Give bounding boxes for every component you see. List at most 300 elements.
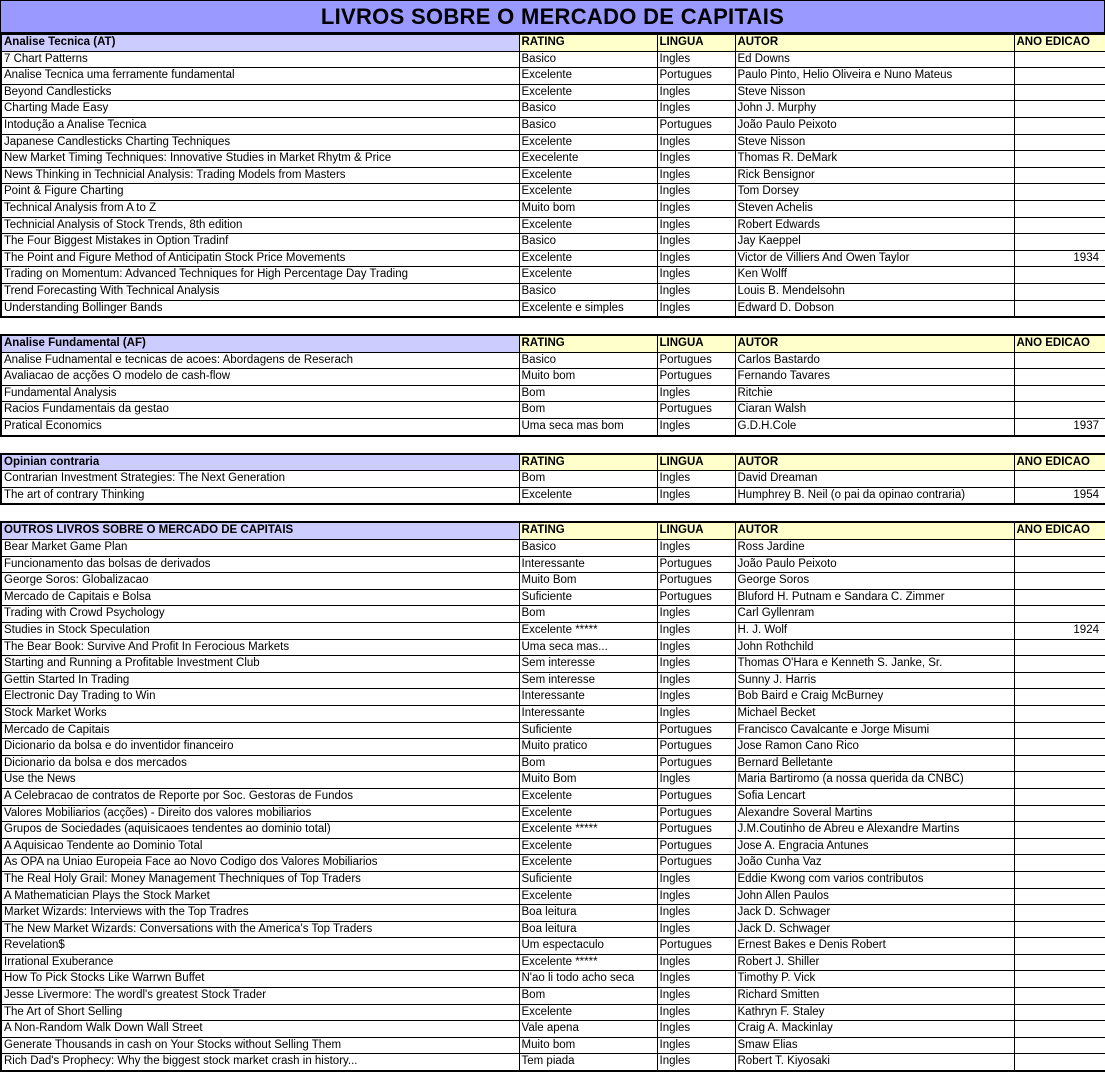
column-header[interactable]: ANO EDICAO bbox=[1014, 335, 1105, 352]
rating-cell[interactable]: Uma seca mas... bbox=[519, 639, 657, 656]
column-header[interactable]: LINGUA bbox=[657, 454, 735, 471]
rating-cell[interactable]: Vale apena bbox=[519, 1021, 657, 1038]
rating-cell[interactable]: Excelente bbox=[519, 855, 657, 872]
rating-cell[interactable]: Bom bbox=[519, 988, 657, 1005]
column-header[interactable]: LINGUA bbox=[657, 522, 735, 539]
rating-cell[interactable]: Excelente ***** bbox=[519, 822, 657, 839]
author-cell[interactable]: H. J. Wolf bbox=[735, 623, 1014, 640]
book-title-cell[interactable]: The art of contrary Thinking bbox=[1, 487, 519, 504]
author-cell[interactable]: John Allen Paulos bbox=[735, 888, 1014, 905]
language-cell[interactable]: Ingles bbox=[657, 689, 735, 706]
language-cell[interactable]: Portugues bbox=[657, 117, 735, 134]
author-cell[interactable]: Robert Edwards bbox=[735, 217, 1014, 234]
rating-cell[interactable]: Excelente bbox=[519, 68, 657, 85]
book-title-cell[interactable]: The Real Holy Grail: Money Management Thechniques of Top Traders bbox=[1, 871, 519, 888]
rating-cell[interactable]: Muito bom bbox=[519, 369, 657, 386]
language-cell[interactable]: Ingles bbox=[657, 167, 735, 184]
rating-cell[interactable]: Uma seca mas bom bbox=[519, 419, 657, 436]
rating-cell[interactable]: Boa leitura bbox=[519, 905, 657, 922]
rating-cell[interactable]: Basico bbox=[519, 283, 657, 300]
year-cell[interactable] bbox=[1014, 589, 1105, 606]
book-title-cell[interactable]: Starting and Running a Profitable Investment Club bbox=[1, 656, 519, 673]
year-cell[interactable] bbox=[1014, 855, 1105, 872]
column-header[interactable]: ANO EDICAO bbox=[1014, 522, 1105, 539]
book-title-cell[interactable]: Contrarian Investment Strategies: The Next Generation bbox=[1, 471, 519, 488]
year-cell[interactable] bbox=[1014, 689, 1105, 706]
language-cell[interactable]: Ingles bbox=[657, 471, 735, 488]
language-cell[interactable]: Ingles bbox=[657, 888, 735, 905]
rating-cell[interactable]: Interessante bbox=[519, 689, 657, 706]
year-cell[interactable] bbox=[1014, 954, 1105, 971]
language-cell[interactable]: Portugues bbox=[657, 938, 735, 955]
language-cell[interactable]: Ingles bbox=[657, 419, 735, 436]
table-row bbox=[1, 352, 1105, 369]
rating-cell[interactable]: Excelente bbox=[519, 487, 657, 504]
language-cell[interactable]: Ingles bbox=[657, 971, 735, 988]
book-title-cell[interactable]: Charting Made Easy bbox=[1, 101, 519, 118]
book-title-cell[interactable]: Dicionario da bolsa e do inventidor financeiro bbox=[1, 739, 519, 756]
year-cell[interactable] bbox=[1014, 871, 1105, 888]
rating-cell[interactable]: Muito bom bbox=[519, 1037, 657, 1054]
language-cell[interactable]: Ingles bbox=[657, 705, 735, 722]
author-cell[interactable]: Bernard Belletante bbox=[735, 755, 1014, 772]
column-header[interactable]: AUTOR bbox=[735, 454, 1014, 471]
language-cell[interactable]: Portugues bbox=[657, 805, 735, 822]
year-cell[interactable] bbox=[1014, 888, 1105, 905]
language-cell[interactable]: Portugues bbox=[657, 68, 735, 85]
author-cell[interactable]: Thomas R. DeMark bbox=[735, 151, 1014, 168]
language-cell[interactable]: Ingles bbox=[657, 134, 735, 151]
year-cell[interactable] bbox=[1014, 300, 1105, 317]
year-cell[interactable] bbox=[1014, 988, 1105, 1005]
rating-cell[interactable]: Basico bbox=[519, 101, 657, 118]
year-cell[interactable] bbox=[1014, 1021, 1105, 1038]
book-title-cell[interactable]: Studies in Stock Speculation bbox=[1, 623, 519, 640]
language-cell[interactable]: Ingles bbox=[657, 623, 735, 640]
book-title-cell[interactable]: The Art of Short Selling bbox=[1, 1004, 519, 1021]
language-cell[interactable]: Ingles bbox=[657, 217, 735, 234]
author-cell[interactable]: Steve Nisson bbox=[735, 84, 1014, 101]
rating-cell[interactable]: Suficiente bbox=[519, 871, 657, 888]
section-title[interactable]: Analise Tecnica (AT) bbox=[1, 34, 519, 51]
book-title-cell[interactable]: Use the News bbox=[1, 772, 519, 789]
rating-cell[interactable]: Muito pratico bbox=[519, 739, 657, 756]
year-cell[interactable] bbox=[1014, 772, 1105, 789]
language-cell[interactable]: Ingles bbox=[657, 151, 735, 168]
rating-cell[interactable]: Excelente bbox=[519, 267, 657, 284]
author-cell[interactable]: John J. Murphy bbox=[735, 101, 1014, 118]
author-cell[interactable]: Ciaran Walsh bbox=[735, 402, 1014, 419]
year-cell[interactable] bbox=[1014, 606, 1105, 623]
book-title-cell[interactable]: 7 Chart Patterns bbox=[1, 51, 519, 68]
book-title-cell[interactable]: Point & Figure Charting bbox=[1, 184, 519, 201]
language-cell[interactable]: Ingles bbox=[657, 1021, 735, 1038]
language-cell[interactable]: Portugues bbox=[657, 573, 735, 590]
section-title[interactable]: Analise Fundamental (AF) bbox=[1, 335, 519, 352]
book-title-cell[interactable]: Mercado de Capitais e Bolsa bbox=[1, 589, 519, 606]
author-cell[interactable]: Sofia Lencart bbox=[735, 788, 1014, 805]
language-cell[interactable]: Ingles bbox=[657, 540, 735, 557]
author-cell[interactable]: Eddie Kwong com varios contributos bbox=[735, 871, 1014, 888]
author-cell[interactable]: Robert J. Shiller bbox=[735, 954, 1014, 971]
author-cell[interactable]: Rick Bensignor bbox=[735, 167, 1014, 184]
author-cell[interactable]: Jay Kaeppel bbox=[735, 234, 1014, 251]
year-cell[interactable] bbox=[1014, 739, 1105, 756]
language-cell[interactable]: Portugues bbox=[657, 822, 735, 839]
author-cell[interactable]: Humphrey B. Neil (o pai da opinao contraria) bbox=[735, 487, 1014, 504]
author-cell[interactable]: Carlos Bastardo bbox=[735, 352, 1014, 369]
column-header[interactable]: AUTOR bbox=[735, 522, 1014, 539]
book-title-cell[interactable]: Market Wizards: Interviews with the Top Tradres bbox=[1, 905, 519, 922]
author-cell[interactable]: Jose A. Engracia Antunes bbox=[735, 838, 1014, 855]
year-cell[interactable] bbox=[1014, 788, 1105, 805]
year-cell[interactable] bbox=[1014, 573, 1105, 590]
year-cell[interactable] bbox=[1014, 971, 1105, 988]
language-cell[interactable]: Portugues bbox=[657, 352, 735, 369]
book-title-cell[interactable]: Avaliacao de acções O modelo de cash-flow bbox=[1, 369, 519, 386]
rating-cell[interactable]: Execelente bbox=[519, 151, 657, 168]
author-cell[interactable]: John Rothchild bbox=[735, 639, 1014, 656]
book-title-cell[interactable]: The New Market Wizards: Conversations with the America's Top Traders bbox=[1, 921, 519, 938]
language-cell[interactable]: Ingles bbox=[657, 905, 735, 922]
book-title-cell[interactable]: Technical Analysis from A to Z bbox=[1, 200, 519, 217]
author-cell[interactable]: Michael Becket bbox=[735, 705, 1014, 722]
column-header[interactable]: AUTOR bbox=[735, 34, 1014, 51]
book-title-cell[interactable]: How To Pick Stocks Like Warrwn Buffet bbox=[1, 971, 519, 988]
language-cell[interactable]: Portugues bbox=[657, 739, 735, 756]
language-cell[interactable]: Ingles bbox=[657, 606, 735, 623]
year-cell[interactable] bbox=[1014, 200, 1105, 217]
book-title-cell[interactable]: Revelation$ bbox=[1, 938, 519, 955]
language-cell[interactable]: Portugues bbox=[657, 589, 735, 606]
column-header[interactable]: ANO EDICAO bbox=[1014, 454, 1105, 471]
rating-cell[interactable]: Excelente bbox=[519, 805, 657, 822]
year-cell[interactable] bbox=[1014, 369, 1105, 386]
book-title-cell[interactable]: As OPA na Uniao Europeia Face ao Novo Codigo dos Valores Mobiliarios bbox=[1, 855, 519, 872]
language-cell[interactable]: Ingles bbox=[657, 267, 735, 284]
book-title-cell[interactable]: Analise Fudnamental e tecnicas de acoes: Abordagens de Reserach bbox=[1, 352, 519, 369]
author-cell[interactable]: Ritchie bbox=[735, 385, 1014, 402]
rating-cell[interactable]: Bom bbox=[519, 606, 657, 623]
language-cell[interactable]: Portugues bbox=[657, 755, 735, 772]
author-cell[interactable]: Kathryn F. Staley bbox=[735, 1004, 1014, 1021]
rating-cell[interactable]: Boa leitura bbox=[519, 921, 657, 938]
book-title-cell[interactable]: Dicionario da bolsa e dos mercados bbox=[1, 755, 519, 772]
year-cell[interactable] bbox=[1014, 267, 1105, 284]
year-cell[interactable] bbox=[1014, 184, 1105, 201]
column-header[interactable]: RATING bbox=[519, 34, 657, 51]
year-cell[interactable] bbox=[1014, 938, 1105, 955]
author-cell[interactable]: Bluford H. Putnam e Sandara C. Zimmer bbox=[735, 589, 1014, 606]
book-title-cell[interactable]: Electronic Day Trading to Win bbox=[1, 689, 519, 706]
language-cell[interactable]: Portugues bbox=[657, 838, 735, 855]
book-title-cell[interactable]: Racios Fundamentais da gestao bbox=[1, 402, 519, 419]
author-cell[interactable]: Robert T. Kiyosaki bbox=[735, 1054, 1014, 1071]
author-cell[interactable]: Paulo Pinto, Helio Oliveira e Nuno Mateus bbox=[735, 68, 1014, 85]
rating-cell[interactable]: Suficiente bbox=[519, 589, 657, 606]
rating-cell[interactable]: Interessante bbox=[519, 705, 657, 722]
column-header[interactable]: AUTOR bbox=[735, 335, 1014, 352]
rating-cell[interactable]: Sem interesse bbox=[519, 656, 657, 673]
language-cell[interactable]: Ingles bbox=[657, 772, 735, 789]
rating-cell[interactable]: Excelente bbox=[519, 888, 657, 905]
author-cell[interactable]: Timothy P. Vick bbox=[735, 971, 1014, 988]
book-title-cell[interactable]: Mercado de Capitais bbox=[1, 722, 519, 739]
author-cell[interactable]: Louis B. Mendelsohn bbox=[735, 283, 1014, 300]
rating-cell[interactable]: Excelente bbox=[519, 250, 657, 267]
author-cell[interactable]: J.M.Coutinho de Abreu e Alexandre Martins bbox=[735, 822, 1014, 839]
rating-cell[interactable]: Excelente e simples bbox=[519, 300, 657, 317]
language-cell[interactable]: Ingles bbox=[657, 84, 735, 101]
book-title-cell[interactable]: Analise Tecnica uma ferramente fundamental bbox=[1, 68, 519, 85]
year-cell[interactable] bbox=[1014, 402, 1105, 419]
author-cell[interactable]: Smaw Elias bbox=[735, 1037, 1014, 1054]
year-cell[interactable] bbox=[1014, 471, 1105, 488]
rating-cell[interactable]: Excelente bbox=[519, 788, 657, 805]
rating-cell[interactable]: N'ao li todo acho seca bbox=[519, 971, 657, 988]
book-title-cell[interactable]: Grupos de Sociedades (aquisicaoes tendentes ao dominio total) bbox=[1, 822, 519, 839]
author-cell[interactable]: Ernest Bakes e Denis Robert bbox=[735, 938, 1014, 955]
year-cell[interactable] bbox=[1014, 1037, 1105, 1054]
column-header[interactable]: ANO EDICAO bbox=[1014, 34, 1105, 51]
rating-cell[interactable]: Bom bbox=[519, 755, 657, 772]
language-cell[interactable]: Ingles bbox=[657, 101, 735, 118]
author-cell[interactable]: Francisco Cavalcante e Jorge Misumi bbox=[735, 722, 1014, 739]
year-cell[interactable] bbox=[1014, 805, 1105, 822]
year-cell[interactable]: 1937 bbox=[1014, 419, 1105, 436]
year-cell[interactable] bbox=[1014, 540, 1105, 557]
year-cell[interactable] bbox=[1014, 722, 1105, 739]
year-cell[interactable]: 1924 bbox=[1014, 623, 1105, 640]
author-cell[interactable]: David Dreaman bbox=[735, 471, 1014, 488]
year-cell[interactable] bbox=[1014, 134, 1105, 151]
year-cell[interactable] bbox=[1014, 755, 1105, 772]
year-cell[interactable] bbox=[1014, 822, 1105, 839]
author-cell[interactable]: Ross Jardine bbox=[735, 540, 1014, 557]
book-title-cell[interactable]: Bear Market Game Plan bbox=[1, 540, 519, 557]
book-title-cell[interactable]: Jesse Livermore: The wordl's greatest Stock Trader bbox=[1, 988, 519, 1005]
author-cell[interactable]: João Cunha Vaz bbox=[735, 855, 1014, 872]
year-cell[interactable] bbox=[1014, 352, 1105, 369]
language-cell[interactable]: Ingles bbox=[657, 1037, 735, 1054]
rating-cell[interactable]: Excelente bbox=[519, 84, 657, 101]
rating-cell[interactable]: Excelente bbox=[519, 1004, 657, 1021]
author-cell[interactable]: Carl Gyllenram bbox=[735, 606, 1014, 623]
author-cell[interactable]: Alexandre Soveral Martins bbox=[735, 805, 1014, 822]
year-cell[interactable] bbox=[1014, 639, 1105, 656]
year-cell[interactable] bbox=[1014, 1004, 1105, 1021]
year-cell[interactable]: 1954 bbox=[1014, 487, 1105, 504]
book-title-cell[interactable]: Trading with Crowd Psychology bbox=[1, 606, 519, 623]
year-cell[interactable] bbox=[1014, 84, 1105, 101]
language-cell[interactable]: Ingles bbox=[657, 639, 735, 656]
column-header[interactable]: LINGUA bbox=[657, 335, 735, 352]
table-row bbox=[1, 656, 1105, 673]
language-cell[interactable]: Portugues bbox=[657, 556, 735, 573]
year-cell[interactable] bbox=[1014, 705, 1105, 722]
author-cell[interactable]: Jack D. Schwager bbox=[735, 921, 1014, 938]
author-cell[interactable]: Maria Bartiromo (a nossa querida da CNBC) bbox=[735, 772, 1014, 789]
rating-cell[interactable]: Muito Bom bbox=[519, 573, 657, 590]
book-title-cell[interactable]: A Celebracao de contratos de Reporte por Soc. Gestoras de Fundos bbox=[1, 788, 519, 805]
language-cell[interactable]: Portugues bbox=[657, 402, 735, 419]
book-title-cell[interactable]: George Soros: Globalizacao bbox=[1, 573, 519, 590]
author-cell[interactable]: Jose Ramon Cano Rico bbox=[735, 739, 1014, 756]
book-title-cell[interactable]: Understanding Bollinger Bands bbox=[1, 300, 519, 317]
book-title-cell[interactable]: Irrational Exuberance bbox=[1, 954, 519, 971]
book-title-cell[interactable]: Rich Dad's Prophecy: Why the biggest stock market crash in history... bbox=[1, 1054, 519, 1071]
author-cell[interactable]: Richard Smitten bbox=[735, 988, 1014, 1005]
author-cell[interactable]: João Paulo Peixoto bbox=[735, 556, 1014, 573]
language-cell[interactable]: Ingles bbox=[657, 283, 735, 300]
author-cell[interactable]: Ken Wolff bbox=[735, 267, 1014, 284]
year-cell[interactable] bbox=[1014, 385, 1105, 402]
rating-cell[interactable]: Basico bbox=[519, 51, 657, 68]
table-row bbox=[1, 589, 1105, 606]
year-cell[interactable]: 1934 bbox=[1014, 250, 1105, 267]
author-cell[interactable]: Victor de Villiers And Owen Taylor bbox=[735, 250, 1014, 267]
rating-cell[interactable]: Basico bbox=[519, 117, 657, 134]
book-title-cell[interactable]: Valores Mobiliarios (acções) - Direito dos valores mobiliarios bbox=[1, 805, 519, 822]
year-cell[interactable] bbox=[1014, 217, 1105, 234]
book-title-cell[interactable]: Stock Market Works bbox=[1, 705, 519, 722]
book-title-cell[interactable]: A Mathematician Plays the Stock Market bbox=[1, 888, 519, 905]
author-cell[interactable]: Sunny J. Harris bbox=[735, 672, 1014, 689]
book-title-cell[interactable]: Trading on Momentum: Advanced Techniques for High Percentage Day Trading bbox=[1, 267, 519, 284]
author-cell[interactable]: Thomas O'Hara e Kenneth S. Janke, Sr. bbox=[735, 656, 1014, 673]
year-cell[interactable] bbox=[1014, 283, 1105, 300]
book-title-cell[interactable]: Funcionamento das bolsas de derivados bbox=[1, 556, 519, 573]
rating-cell[interactable]: Tem piada bbox=[519, 1054, 657, 1071]
author-cell[interactable]: Jack D. Schwager bbox=[735, 905, 1014, 922]
rating-cell[interactable]: Bom bbox=[519, 471, 657, 488]
year-cell[interactable] bbox=[1014, 656, 1105, 673]
section-title[interactable]: OUTROS LIVROS SOBRE O MERCADO DE CAPITAIS bbox=[1, 522, 519, 539]
table-row bbox=[1, 267, 1105, 284]
book-title-cell[interactable]: New Market Timing Techniques: Innovative Studies in Market Rhytm & Price bbox=[1, 151, 519, 168]
year-cell[interactable] bbox=[1014, 68, 1105, 85]
year-cell[interactable] bbox=[1014, 921, 1105, 938]
rating-cell[interactable]: Bom bbox=[519, 385, 657, 402]
rating-cell[interactable]: Basico bbox=[519, 234, 657, 251]
rating-cell[interactable]: Um espectaculo bbox=[519, 938, 657, 955]
author-cell[interactable]: Ed Downs bbox=[735, 51, 1014, 68]
language-cell[interactable]: Ingles bbox=[657, 1004, 735, 1021]
year-cell[interactable] bbox=[1014, 151, 1105, 168]
book-title-cell[interactable]: Trend Forecasting With Technical Analysis bbox=[1, 283, 519, 300]
author-cell[interactable]: Steve Nisson bbox=[735, 134, 1014, 151]
year-cell[interactable] bbox=[1014, 556, 1105, 573]
language-cell[interactable]: Ingles bbox=[657, 656, 735, 673]
rating-cell[interactable]: Excelente bbox=[519, 217, 657, 234]
rating-cell[interactable]: Excelente bbox=[519, 167, 657, 184]
language-cell[interactable]: Portugues bbox=[657, 722, 735, 739]
author-cell[interactable]: Steven Achelis bbox=[735, 200, 1014, 217]
rating-cell[interactable]: Excelente ***** bbox=[519, 623, 657, 640]
book-title-cell[interactable]: The Point and Figure Method of Anticipatin Stock Price Movements bbox=[1, 250, 519, 267]
book-title-cell[interactable]: A Aquisicao Tendente ao Dominio Total bbox=[1, 838, 519, 855]
author-cell[interactable]: Tom Dorsey bbox=[735, 184, 1014, 201]
author-cell[interactable]: Fernando Tavares bbox=[735, 369, 1014, 386]
book-title-cell[interactable]: Generate Thousands in cash on Your Stocks without Selling Them bbox=[1, 1037, 519, 1054]
author-cell[interactable]: George Soros bbox=[735, 573, 1014, 590]
book-title-cell[interactable]: News Thinking in Technicial Analysis: Trading Models from Masters bbox=[1, 167, 519, 184]
language-cell[interactable]: Portugues bbox=[657, 855, 735, 872]
language-cell[interactable]: Ingles bbox=[657, 672, 735, 689]
book-title-cell[interactable]: Fundamental Analysis bbox=[1, 385, 519, 402]
author-cell[interactable]: Craig A. Mackinlay bbox=[735, 1021, 1014, 1038]
language-cell[interactable]: Ingles bbox=[657, 487, 735, 504]
year-cell[interactable] bbox=[1014, 234, 1105, 251]
rating-cell[interactable]: Muito bom bbox=[519, 200, 657, 217]
language-cell[interactable]: Ingles bbox=[657, 1054, 735, 1071]
rating-cell[interactable]: Suficiente bbox=[519, 722, 657, 739]
year-cell[interactable] bbox=[1014, 117, 1105, 134]
book-title-cell[interactable]: The Bear Book: Survive And Profit In Ferocious Markets bbox=[1, 639, 519, 656]
year-cell[interactable] bbox=[1014, 167, 1105, 184]
language-cell[interactable]: Ingles bbox=[657, 184, 735, 201]
rating-cell[interactable]: Excelente bbox=[519, 184, 657, 201]
year-cell[interactable] bbox=[1014, 101, 1105, 118]
language-cell[interactable]: Ingles bbox=[657, 921, 735, 938]
language-cell[interactable]: Portugues bbox=[657, 788, 735, 805]
book-title-cell[interactable]: Intodução a Analise Tecnica bbox=[1, 117, 519, 134]
book-title-cell[interactable]: Pratical Economics bbox=[1, 419, 519, 436]
language-cell[interactable]: Portugues bbox=[657, 369, 735, 386]
table-row bbox=[1, 217, 1105, 234]
language-cell[interactable]: Ingles bbox=[657, 200, 735, 217]
year-cell[interactable] bbox=[1014, 672, 1105, 689]
rating-cell[interactable]: Excelente ***** bbox=[519, 954, 657, 971]
language-cell[interactable]: Ingles bbox=[657, 954, 735, 971]
language-cell[interactable]: Ingles bbox=[657, 300, 735, 317]
rating-cell[interactable]: Interessante bbox=[519, 556, 657, 573]
rating-cell[interactable]: Sem interesse bbox=[519, 672, 657, 689]
column-header[interactable]: RATING bbox=[519, 454, 657, 471]
rating-cell[interactable]: Bom bbox=[519, 402, 657, 419]
book-title-cell[interactable]: Technicial Analysis of Stock Trends, 8th edition bbox=[1, 217, 519, 234]
column-header[interactable]: RATING bbox=[519, 335, 657, 352]
language-cell[interactable]: Ingles bbox=[657, 250, 735, 267]
language-cell[interactable]: Ingles bbox=[657, 988, 735, 1005]
rating-cell[interactable]: Excelente bbox=[519, 134, 657, 151]
author-cell[interactable]: G.D.H.Cole bbox=[735, 419, 1014, 436]
language-cell[interactable]: Ingles bbox=[657, 51, 735, 68]
rating-cell[interactable]: Basico bbox=[519, 352, 657, 369]
rating-cell[interactable]: Excelente bbox=[519, 838, 657, 855]
rating-cell[interactable]: Basico bbox=[519, 540, 657, 557]
year-cell[interactable] bbox=[1014, 51, 1105, 68]
language-cell[interactable]: Ingles bbox=[657, 871, 735, 888]
book-title-cell[interactable]: Gettin Started In Trading bbox=[1, 672, 519, 689]
rating-cell[interactable]: Muito Bom bbox=[519, 772, 657, 789]
year-cell[interactable] bbox=[1014, 1054, 1105, 1071]
year-cell[interactable] bbox=[1014, 838, 1105, 855]
column-header[interactable]: RATING bbox=[519, 522, 657, 539]
book-title-cell[interactable]: Beyond Candlesticks bbox=[1, 84, 519, 101]
book-title-cell[interactable]: Japanese Candlesticks Charting Techniques bbox=[1, 134, 519, 151]
year-cell[interactable] bbox=[1014, 905, 1105, 922]
column-header[interactable]: LINGUA bbox=[657, 34, 735, 51]
author-cell[interactable]: Edward D. Dobson bbox=[735, 300, 1014, 317]
author-cell[interactable]: Bob Baird e Craig McBurney bbox=[735, 689, 1014, 706]
book-title-cell[interactable]: A Non-Random Walk Down Wall Street bbox=[1, 1021, 519, 1038]
book-title-cell[interactable]: The Four Biggest Mistakes in Option Tradinf bbox=[1, 234, 519, 251]
language-cell[interactable]: Ingles bbox=[657, 234, 735, 251]
author-cell[interactable]: João Paulo Peixoto bbox=[735, 117, 1014, 134]
language-cell[interactable]: Ingles bbox=[657, 385, 735, 402]
section-title[interactable]: Opinian contraria bbox=[1, 454, 519, 471]
